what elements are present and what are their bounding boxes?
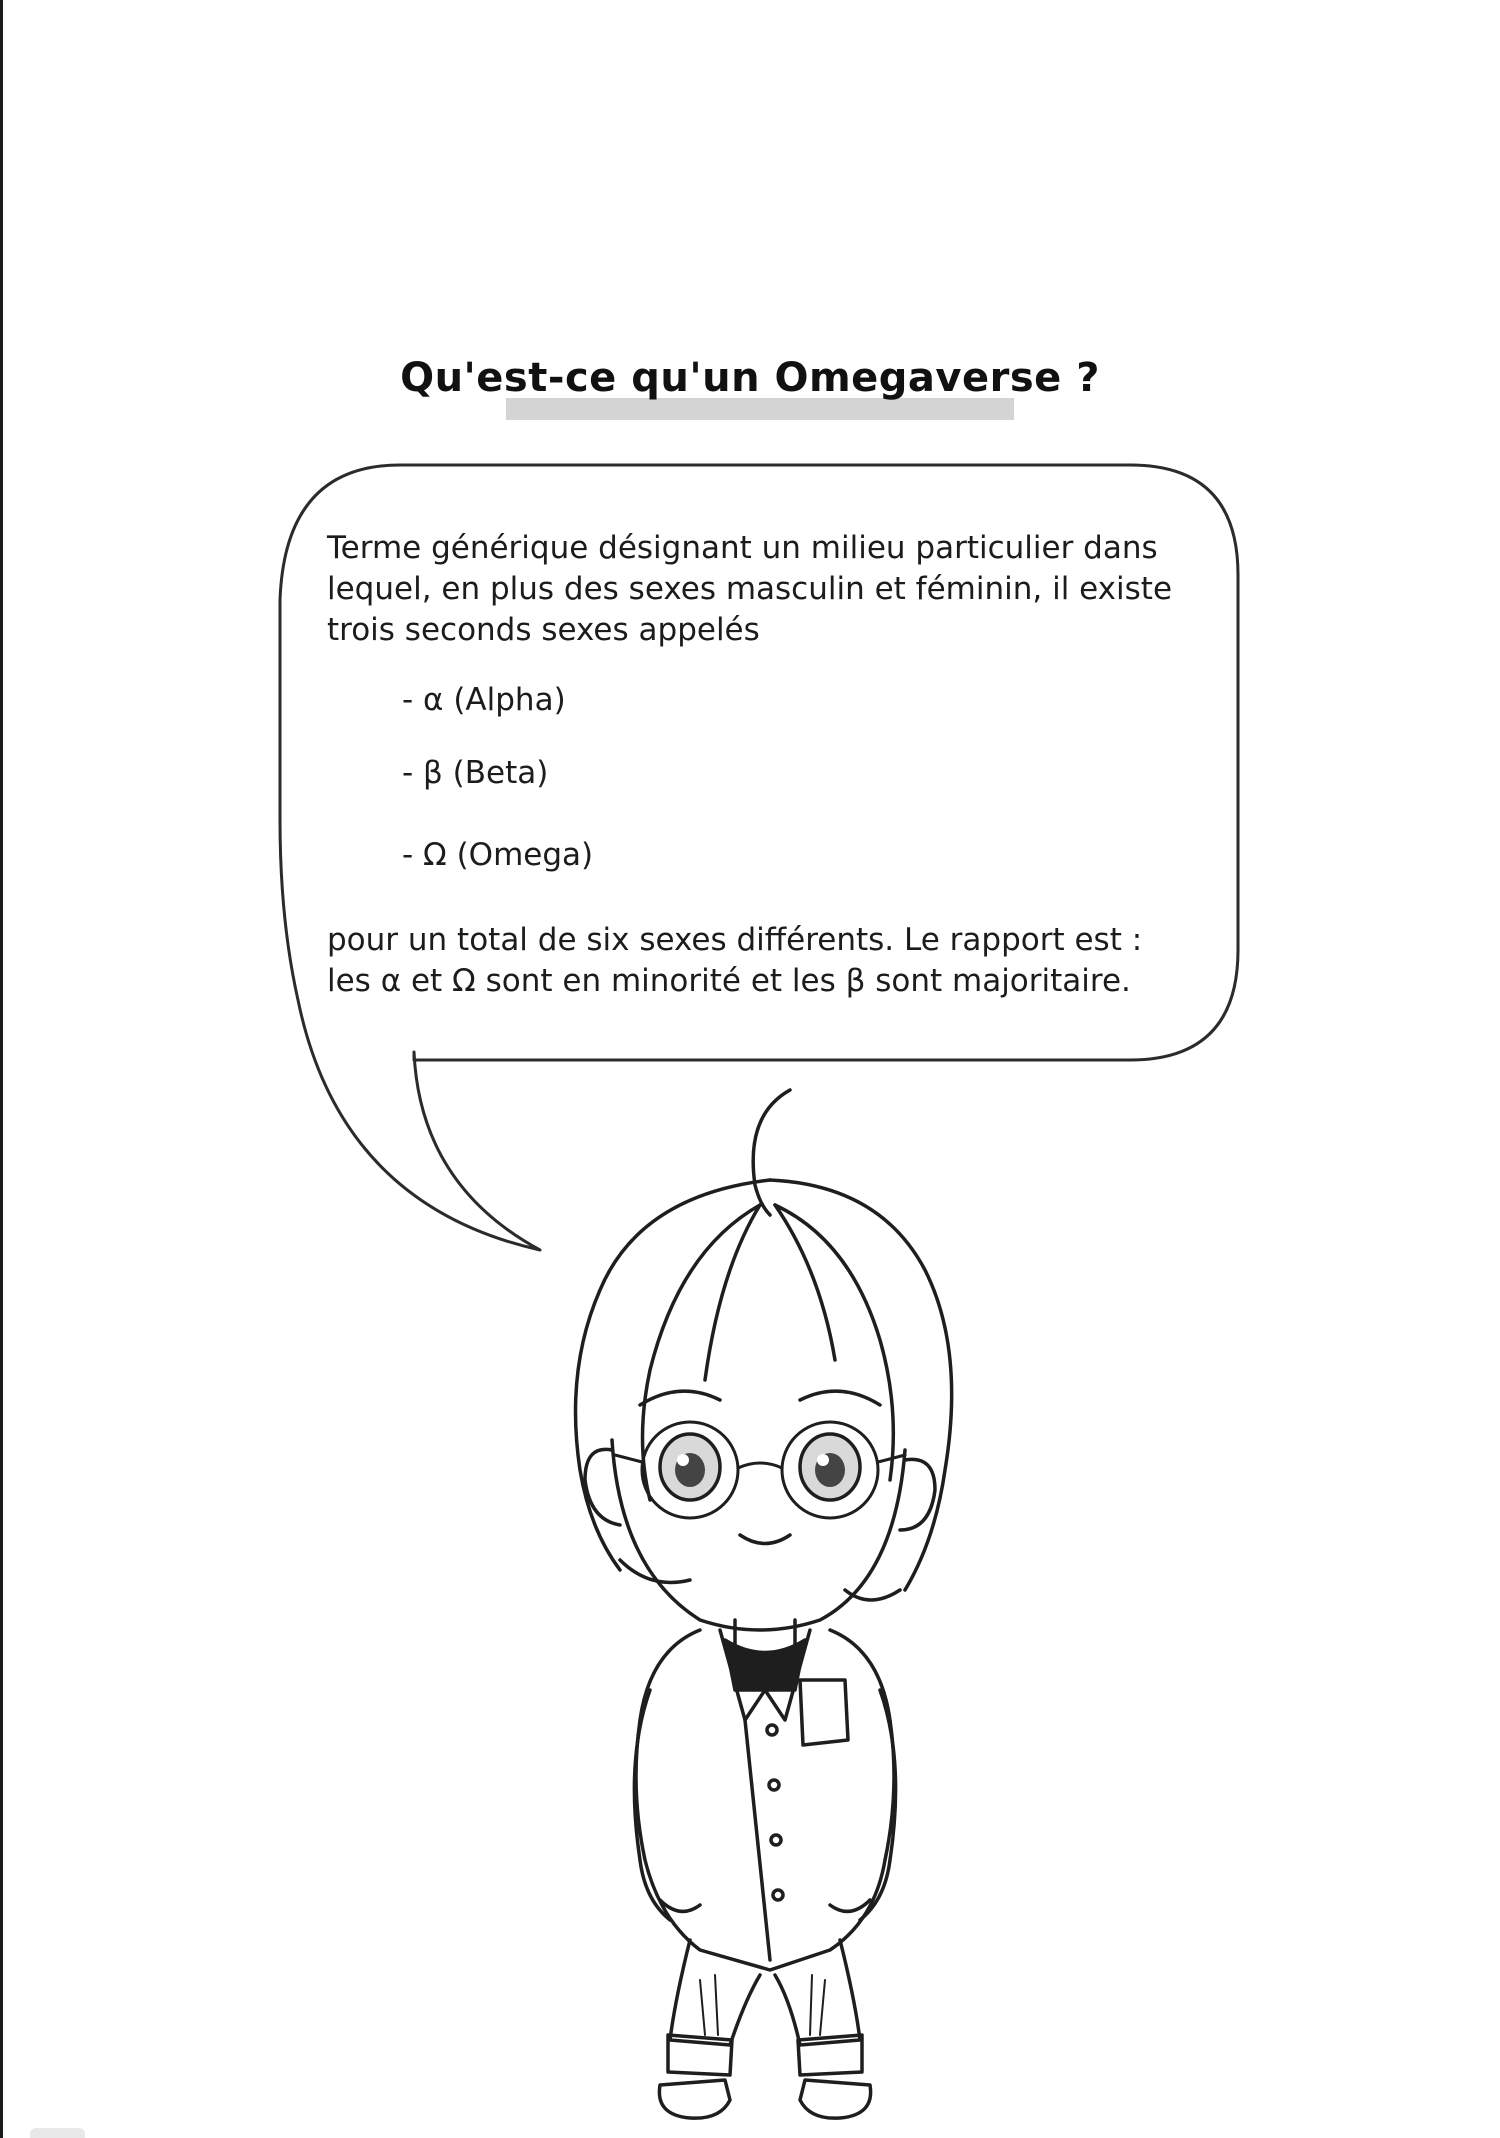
page-title: Qu'est-ce qu'un Omegaverse ? <box>400 355 1100 401</box>
list-item-omega: - Ω (Omega) <box>402 837 594 873</box>
outro-paragraph: pour un total de six sexes différents. Le rapport est : les α et Ω sont en minorité et les β sont majoritaire. <box>327 922 1143 999</box>
list-item-alpha: - α (Alpha) <box>402 682 566 718</box>
intro-paragraph: Terme générique désignant un milieu particulier dans lequel, en plus des sexes masculin et féminin, il existe trois seconds sexes appelés <box>327 530 1173 648</box>
list-item-beta: - β (Beta) <box>402 755 549 791</box>
page-footer-mark <box>30 2128 85 2138</box>
